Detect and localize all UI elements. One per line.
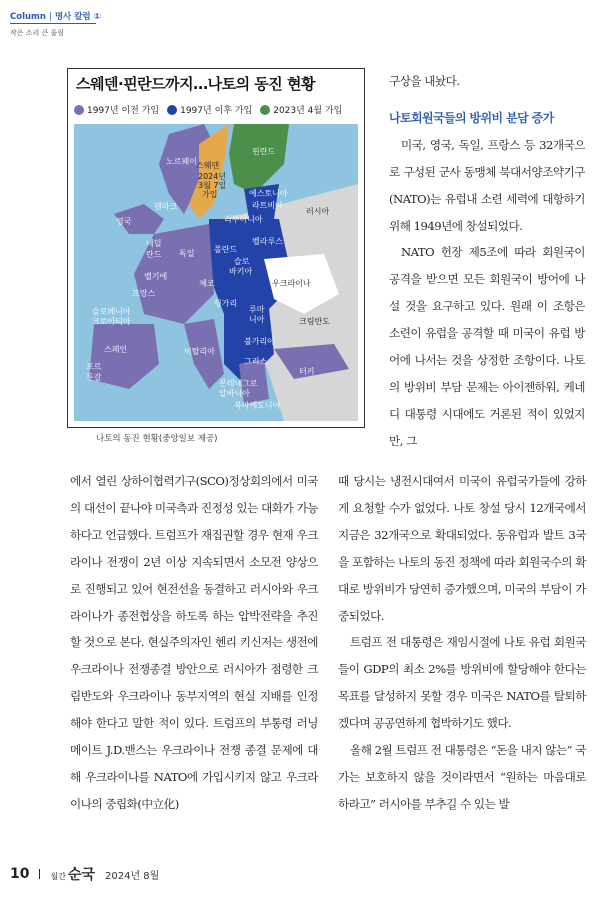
map-label: 프랑스 [132, 289, 156, 298]
map-label: 헝가리 [214, 299, 238, 308]
left-column-bottom [70, 468, 318, 818]
paragraph: 미국, 영국, 독일, 프랑스 등 32개국으로 구성된 군사 동맹체 북대서양조약기구(NATO)는 유럽내 소련 세력에 대항하기 위해 1949년에 창설되었다. [389, 137, 585, 233]
map-label: 독일 [179, 249, 195, 258]
column-subtitle: 작은 소리 큰 울림 [10, 29, 65, 37]
map-label: 벨라루스 [252, 237, 283, 246]
legend-swatch [74, 105, 84, 115]
map-label: 우크라이나 [272, 279, 311, 288]
map-label: 영국 [116, 217, 132, 226]
right-column-top [389, 68, 585, 455]
magazine-name [50, 864, 95, 884]
map-label: 알바니아 [219, 389, 250, 398]
map-label: 폴란드 [214, 245, 238, 254]
map-label: 슬로베니아 [92, 307, 131, 316]
figure-title: 스웨덴·핀란드까지…나토의 동진 현황 [76, 75, 315, 93]
map-label: 러시아 [306, 207, 330, 216]
map-label: 니아 [249, 315, 265, 324]
map-label: 바키아 [229, 267, 253, 276]
paragraph: 때 당시는 냉전시대여서 미국이 유럽국가들에 강하게 요청할 수가 없었다. 나토 창설 당시 12개국에서 지금은 32개국으로 확대되었다. 동유럽과 발트 3국을 포함하는 나토의 동진 정책에 따라 회원국수의 확대로 방위비가 당연히 증가했으며, 미국의 부담이 가중되었다. [338, 474, 586, 623]
right-column-bottom [338, 468, 586, 818]
map-label: 그리스 [244, 357, 268, 366]
map-label: 몬테네그로 [219, 379, 258, 388]
map-label: 에스토니아 [249, 189, 288, 198]
magazine-small-label: 월간 [50, 872, 66, 881]
map-label: 노르웨이 [166, 157, 197, 166]
page-footer [10, 864, 159, 884]
column-header [10, 10, 101, 22]
map-label: 터키 [299, 367, 315, 376]
map-label: 스페인 [104, 345, 128, 354]
map-label: 2024년 [198, 172, 227, 181]
footer-divider [39, 869, 40, 879]
map-label: 루마 [249, 305, 265, 314]
map-label: 이탈리아 [184, 347, 215, 356]
header-separator: | [48, 12, 52, 22]
legend-item-post1997 [167, 103, 252, 116]
paragraph: 구상을 내놨다. [389, 74, 460, 88]
map-label: 슬로 [234, 257, 250, 266]
legend-swatch [260, 105, 270, 115]
paragraph: 올해 2월 트럼프 전 대통령은 “돈을 내지 않는” 국가는 보호하지 않을 것이라면서 “원하는 마음대로 하라고” 러시아를 부추길 수 있는 발 [338, 743, 586, 811]
paragraph: NATO 헌장 제5조에 따라 회원국이 공격을 받으면 모든 회원국이 방어에 나설 것을 요구하고 있다. 원래 이 조항은 소련이 유럽을 공격할 때 미국이 유럽 방어에 나서는 것을 상정한 조항이다. 나토의 방위비 부담 문제는 아이젠하워, 케네디 대통령 시대에도 거론된 적이 있었지만, 그 [389, 245, 585, 448]
map-label: 핀란드 [252, 147, 276, 156]
map-legend [74, 103, 342, 116]
map-label: 란드 [146, 250, 162, 259]
paragraph: 트럼프 전 대통령은 재임시절에 나토 유럽 회원국들이 GDP의 최소 2%를 방위비에 할당해야 한다는 목표를 달성하지 못할 경우 미국은 NATO를 탈퇴하겠다며 공공연하게 협박하기도 했다. [338, 635, 586, 731]
map-label: 크로아티아 [92, 317, 131, 326]
legend-item-pre1997 [74, 103, 159, 116]
legend-label: 2023년 4월 가입 [273, 106, 343, 116]
map-label: 덴마크 [154, 202, 178, 211]
map-label: 벨기에 [144, 272, 168, 281]
legend-swatch [167, 105, 177, 115]
column-label: Column [10, 12, 46, 22]
europe-map [74, 124, 358, 421]
map-label: 포르 [86, 362, 102, 371]
map-label: 스웨덴 [196, 161, 220, 170]
map-label: 투갈 [86, 373, 102, 382]
map-label: 크림반도 [299, 317, 330, 326]
nato-map-figure [67, 68, 365, 428]
page-number: 10 [10, 866, 30, 882]
paragraph: 에서 열린 상하이협력기구(SCO)정상회의에서 미국의 대선이 끝나야 미국측과 진정성 있는 대화가 가능하다고 언급했다. 트럼프가 재집권할 경우 현재 우크라이나 전쟁이 2년 이상 지속되면서 소모전 양상으로 진행되고 있어 현전선을 동결하고 러시아와 우크라이나가 종전협상을 하도록 하는 압박전략을 추진할 것으로 본다. 현실주의자인 헨리 키신저는 생전에 우크라이나 전쟁종결 방안으로 러시아가 점령한 크림반도와 우크라이나 동부지역의 현실 지배를 인정해야 한다고 말한 적이 있다. 트럼프의 부통령 러닝메이트 J.D.밴스는 우크라이나 전쟁 종결 문제에 대해 우크라이나를 NATO에 가입시키지 않고 우크라이나의 중립화(中立化) [70, 474, 318, 811]
legend-label: 1997년 이전 가입 [87, 106, 160, 116]
map-label: 체코 [199, 279, 215, 288]
magazine-title: 순국 [67, 867, 96, 883]
legend-label: 1997년 이후 가입 [180, 106, 253, 116]
section-heading: 나토회원국들의 방위비 분담 증가 [389, 110, 554, 125]
issue-date: 2024년 8월 [105, 870, 160, 882]
map-label: 네덜 [146, 239, 162, 248]
header-rule [10, 23, 96, 24]
legend-item-2023 [260, 103, 342, 116]
map-label: 라트비아 [252, 201, 283, 210]
map-label: 북마케도니아 [234, 401, 281, 410]
map-label: 불가리아 [244, 337, 275, 346]
map-label: 3월 7일 [198, 181, 227, 190]
figure-caption: 나토의 동진 현황(중앙일보 제공) [96, 434, 218, 444]
column-title: 명사 칼럼 ① [54, 12, 101, 22]
map-label: 리투아니아 [224, 215, 263, 224]
map-label: 가입 [202, 190, 218, 199]
